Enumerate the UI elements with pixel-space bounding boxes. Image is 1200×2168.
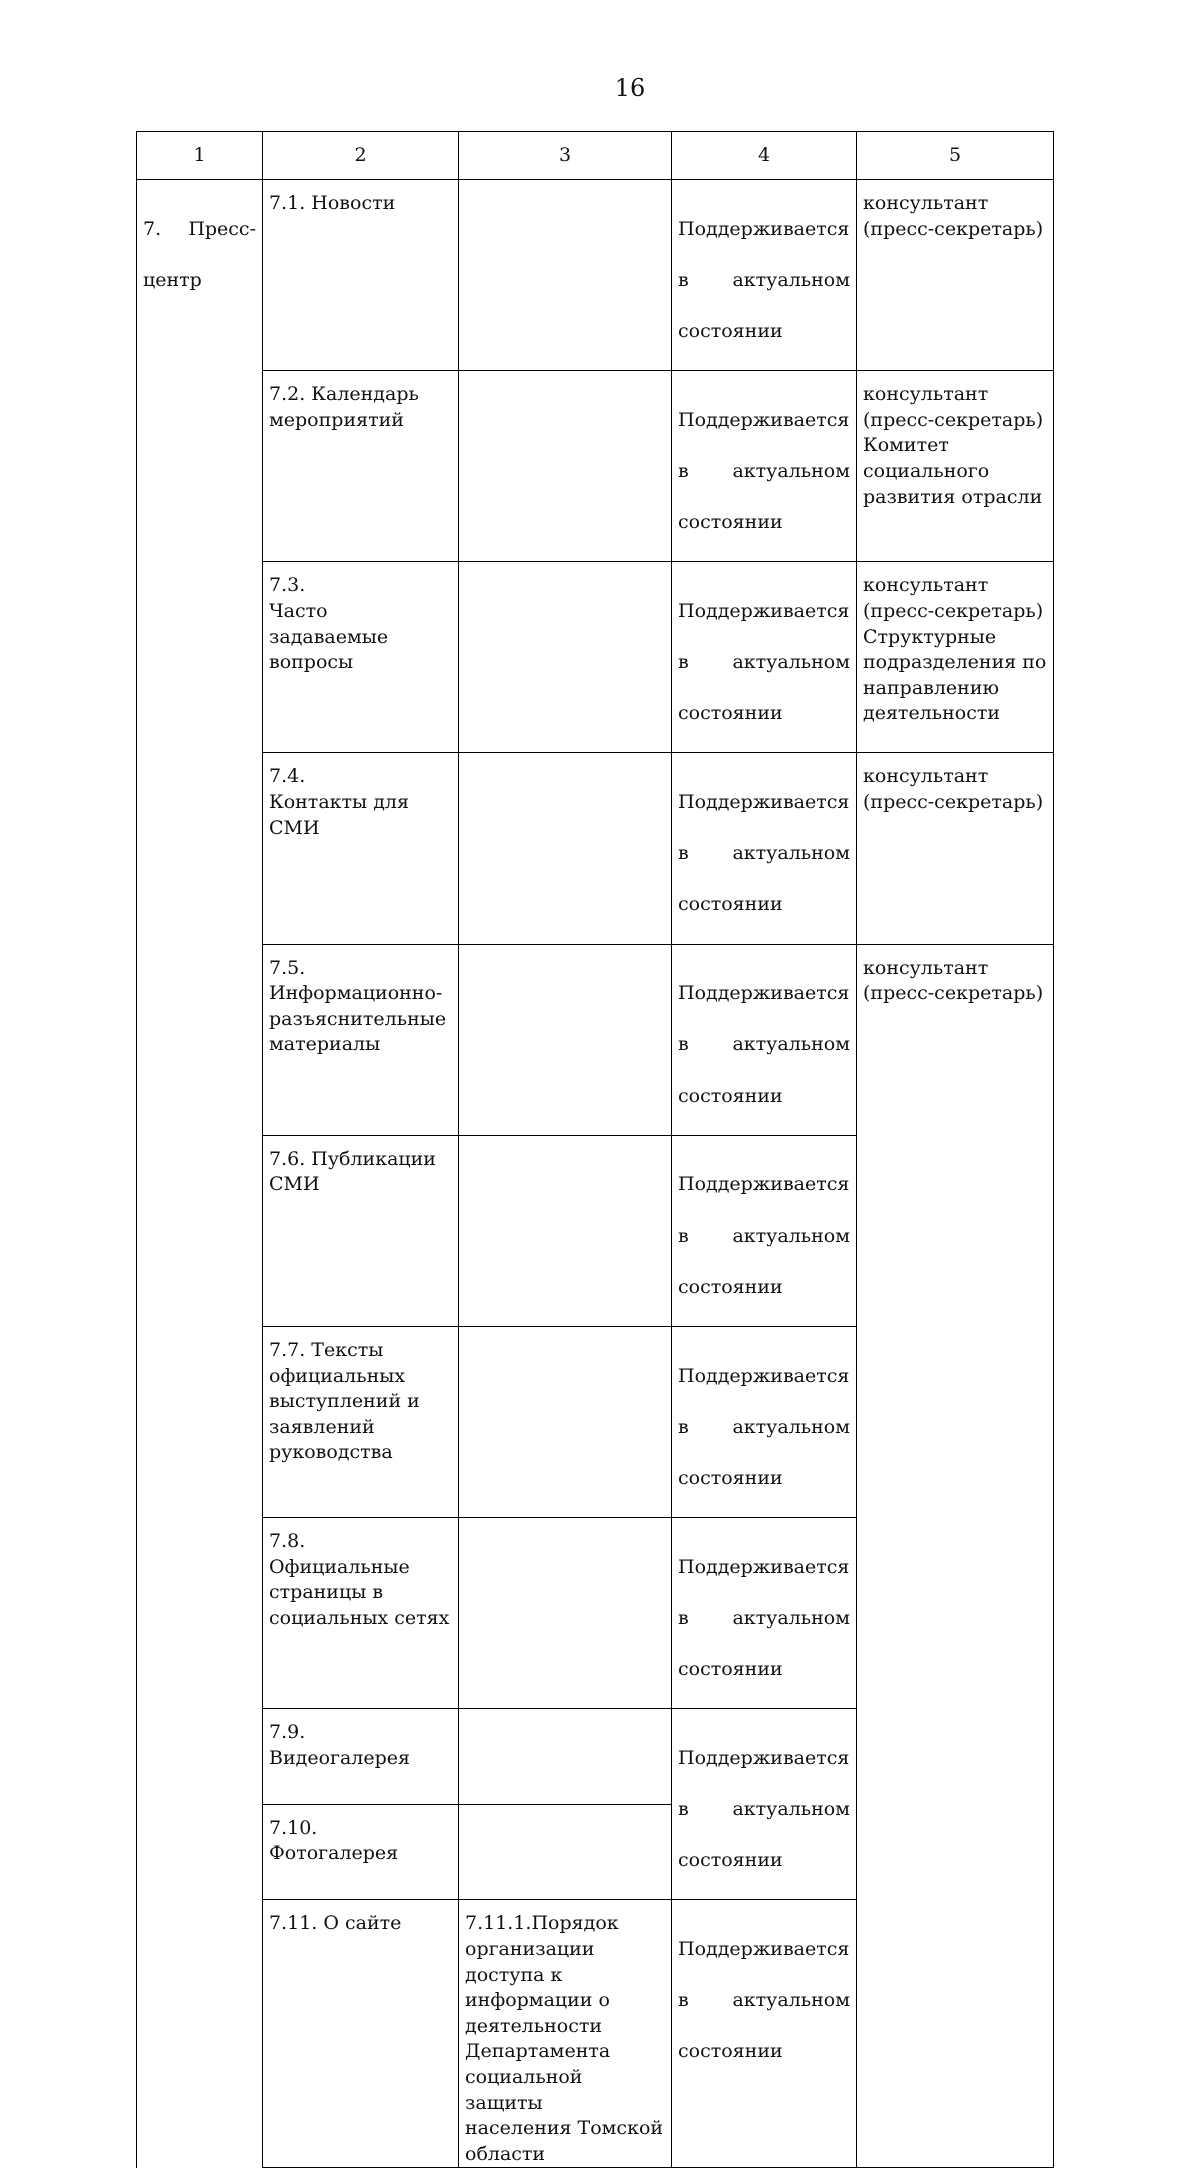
status-word: в <box>678 1606 689 1629</box>
status-word: в <box>678 842 689 865</box>
status-word: состоянии <box>678 1849 783 1872</box>
status-word: Поддерживается <box>678 791 850 814</box>
status-word: Поддерживается <box>678 217 850 240</box>
status-word: актуальном <box>732 459 850 482</box>
item-subsection <box>459 944 672 1135</box>
status-cell <box>672 1709 857 1900</box>
status-word: состоянии <box>678 1084 783 1107</box>
status-cell <box>672 1900 857 2168</box>
status-word: Поддерживается <box>678 982 850 1005</box>
item-subsection <box>459 1135 672 1326</box>
item-title: 7.2. Календарь мероприятий <box>263 371 459 562</box>
item-title: 7.7. Тексты официальных выступлений и заявлений руководства <box>263 1326 459 1517</box>
status-cell <box>672 180 857 371</box>
item-title: 7.9. Видеогалерея <box>263 1709 459 1805</box>
item-subsection <box>459 1326 672 1517</box>
responsible-cell: консультант (пресс-секретарь) <box>857 180 1054 371</box>
section-title-part1: Пресс- <box>188 217 256 240</box>
status-cell <box>672 1518 857 1709</box>
item-subsection <box>459 180 672 371</box>
status-word: состоянии <box>678 2040 783 2063</box>
item-title: 7.3. Часто задаваемые вопросы <box>263 562 459 753</box>
status-word: актуальном <box>732 1033 850 1056</box>
status-word: состоянии <box>678 511 783 534</box>
status-word: состоянии <box>678 893 783 916</box>
status-word: актуальном <box>732 1606 850 1629</box>
status-word: Поддерживается <box>678 1938 850 1960</box>
responsible-cell: консультант (пресс-секретарь) Комитет социального развития отрасли <box>857 371 1054 562</box>
header-cell-5: 5 <box>857 132 1054 180</box>
item-subsection <box>459 1709 672 1805</box>
section-title-part2: центр <box>143 268 202 291</box>
status-word: в <box>678 1415 689 1438</box>
status-word: актуальном <box>732 651 850 674</box>
page-number: 16 <box>614 74 646 102</box>
header-cell-4: 4 <box>672 132 857 180</box>
item-title: 7.1. Новости <box>263 180 459 371</box>
item-title: 7.5. Информационно- разъяснительные материалы <box>263 944 459 1135</box>
status-word: актуальном <box>732 1415 850 1438</box>
status-cell <box>672 944 857 1135</box>
status-cell <box>672 562 857 753</box>
table-row <box>137 944 1054 1135</box>
status-word: состоянии <box>678 702 783 725</box>
status-word: в <box>678 459 689 482</box>
item-subsection <box>459 1804 672 1900</box>
document-table <box>136 131 1054 2168</box>
table-row <box>137 371 1054 562</box>
status-word: Поддерживается <box>678 599 850 622</box>
responsible-cell: консультант (пресс-секретарь) <box>857 944 1054 2168</box>
item-title: 7.8. Официальные страницы в социальных сетях <box>263 1518 459 1709</box>
status-word: в <box>678 1798 689 1821</box>
item-subsection <box>459 371 672 562</box>
status-word: состоянии <box>678 319 783 342</box>
table-row <box>137 753 1054 944</box>
item-title: 7.11. О сайте <box>263 1900 459 2168</box>
status-word: в <box>678 1989 689 2012</box>
status-word: актуальном <box>732 1224 850 1247</box>
responsible-cell: консультант (пресс-секретарь) Структурные подразделения по направлению деятельности <box>857 562 1054 753</box>
section-number: 7. <box>143 217 162 240</box>
status-cell <box>672 753 857 944</box>
status-word: в <box>678 1224 689 1247</box>
section-title-line <box>143 217 256 243</box>
item-title: 7.10. Фотогалерея <box>263 1804 459 1900</box>
status-word: состоянии <box>678 1658 783 1681</box>
status-word: состоянии <box>678 1466 783 1489</box>
status-word: Поддерживается <box>678 1364 850 1387</box>
item-subsection <box>459 1518 672 1709</box>
section-cell <box>137 180 263 2168</box>
status-word: в <box>678 1033 689 1056</box>
item-subsection <box>459 562 672 753</box>
status-word: в <box>678 268 689 291</box>
status-word: состоянии <box>678 1275 783 1298</box>
status-word: актуальном <box>732 1798 850 1821</box>
responsible-cell: консультант (пресс-секретарь) <box>857 753 1054 944</box>
status-word: актуальном <box>732 268 850 291</box>
status-cell <box>672 371 857 562</box>
header-cell-1: 1 <box>137 132 263 180</box>
header-row <box>137 132 1054 180</box>
item-title: 7.6. Публикации СМИ <box>263 1135 459 1326</box>
status-word: актуальном <box>732 1989 850 2012</box>
status-cell <box>672 1326 857 1517</box>
header-cell-3: 3 <box>459 132 672 180</box>
status-word: Поддерживается <box>678 1173 850 1196</box>
status-word: в <box>678 651 689 674</box>
table-row <box>137 562 1054 753</box>
header-cell-2: 2 <box>263 132 459 180</box>
status-word: Поддерживается <box>678 1555 850 1578</box>
status-cell <box>672 1135 857 1326</box>
status-word: актуальном <box>732 842 850 865</box>
status-word: Поддерживается <box>678 1746 850 1769</box>
item-subsection <box>459 753 672 944</box>
table-row <box>137 180 1054 371</box>
item-subsection: 7.11.1.Порядок организации доступа к информации о деятельности Департамента социальной защиты населения Томской области <box>459 1900 672 2168</box>
item-title: 7.4. Контакты для СМИ <box>263 753 459 944</box>
status-word: Поддерживается <box>678 408 850 431</box>
